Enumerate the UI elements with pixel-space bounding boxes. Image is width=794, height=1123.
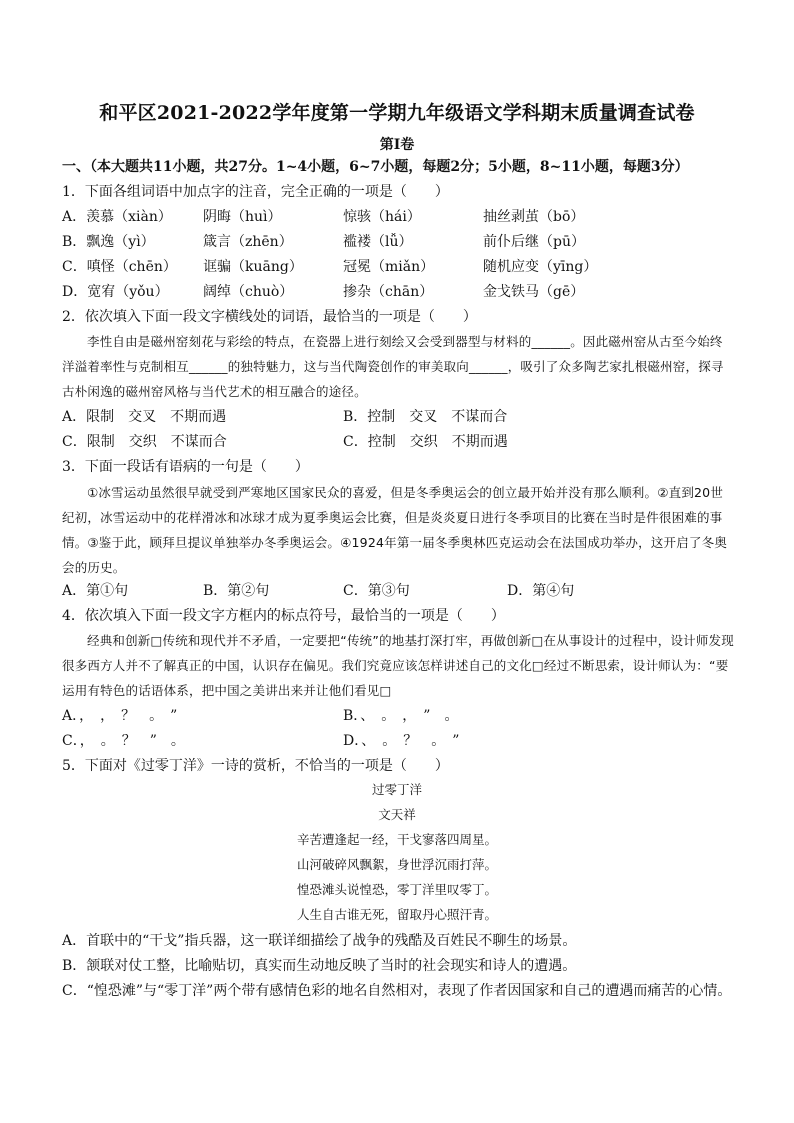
q1-c-2: 诓骗（kuāng） bbox=[203, 259, 303, 275]
q3-passage bbox=[62, 480, 734, 580]
q1-a-3: 惊骇（hái） bbox=[343, 209, 421, 225]
q4-passage-text: 经典和创新□传统和现代并不矛盾，一定要把“传统”的地基打深打牢，再做创新□在从事设计的过程中，设计师发现很多西方人并不了解真正的中国，认识存在偏见。我们究竟应该怎样讲述自己的文化□经过不断思索，设计师认为：“要运用有特色的话语体系，把中国之美讲出来并让他们看见□ bbox=[62, 633, 734, 698]
q2-option-a: A．限制 交叉 不期而遇 bbox=[62, 409, 227, 425]
q3-option-c: C．第③句 bbox=[343, 583, 410, 599]
poem-line: 辛苦遭逢起一经，干戈寥落四周星。 bbox=[296, 832, 497, 847]
poem-line: 人生自古谁无死，留取丹心照汗青。 bbox=[296, 907, 497, 922]
q4-stem: 4．依次填入下面一段文字方框内的标点符号，最恰当的一项是（ ） bbox=[62, 608, 505, 624]
q4-option-a: A．， ， ？ 。 ” bbox=[62, 708, 178, 724]
q1-a-1: A．羡慕（xiàn） bbox=[62, 209, 172, 225]
exam-title: 和平区2021-2022学年度第一学期九年级语文学科期末质量调查试卷 bbox=[99, 102, 695, 124]
poem-title: 过零丁洋 bbox=[371, 782, 422, 797]
q1-b-1: B．飘逸（yì） bbox=[62, 234, 155, 250]
q3-stem: 3．下面一段话有语病的一句是（ ） bbox=[62, 459, 309, 475]
q3-passage-text: ①冰雪运动虽然很早就受到严寒地区国家民众的喜爱，但是冬季奥运会的创立最开始并没有那么顺利。②直到20世纪初，冰雪运动中的花样滑冰和冰球才成为夏季奥运会比赛，但是炎炎夏日进行冬季项目的比赛在当时是件很困难的事情。③鉴于此，顾拜旦提议单独举办冬季奥运会。④1924年第一届冬季奥林匹克运动会在法国成功举办，这开启了冬奥会的历史。 bbox=[62, 485, 728, 575]
poem-line: 惶恐滩头说惶恐，零丁洋里叹零丁。 bbox=[296, 882, 497, 897]
q3-option-a: A．第①句 bbox=[62, 583, 129, 599]
q3-option-b: B．第②句 bbox=[203, 583, 270, 599]
q1-d-1: D．宽宥（yǒu） bbox=[62, 284, 169, 300]
q4-option-d: D．、 。 ？ 。 ” bbox=[343, 733, 460, 749]
q1-d-2: 阔绰（chuò） bbox=[203, 284, 294, 300]
q5-option-c: C．“惶恐滩”与“零丁洋”两个带有感情色彩的地名自然相对，表现了作者因国家和自己的遭遇而痛苦的心情。 bbox=[62, 983, 732, 999]
q2-stem: 2．依次填入下面一段文字横线处的词语，最恰当的一项是（ ） bbox=[62, 309, 477, 325]
q1-c-1: C．嗔怪（chēn） bbox=[62, 259, 177, 275]
q2-passage bbox=[62, 329, 734, 404]
q1-d-4: 金戈铁马（gē） bbox=[483, 284, 585, 300]
q1-stem: 1．下面各组词语中加点字的注音，完全正确的一项是（ ） bbox=[62, 184, 449, 200]
q1-c-4: 随机应变（yīng） bbox=[483, 259, 598, 275]
q5-option-b: B．颔联对仗工整，比喻贴切，真实而生动地反映了当时的社会现实和诗人的遭遇。 bbox=[62, 958, 577, 974]
poem-line: 山河破碎风飘絮，身世浮沉雨打萍。 bbox=[296, 857, 497, 872]
poem-author: 文天祥 bbox=[378, 807, 416, 822]
q2-passage-text: 李性自由是磁州窑刻花与彩绘的特点，在瓷器上进行刻绘又会受到器型与材料的______。因此磁州窑从古至今始终洋溢着率性与克制相互______的独特魅力，这与当代陶瓷创作的审美取向______，吸引了众多陶艺家扎根磁州窑，探寻古朴闲逸的磁州窑风格与当代艺术的相互融合的途径。 bbox=[62, 334, 724, 399]
q1-a-4: 抽丝剥茧（bō） bbox=[483, 209, 585, 225]
section-heading: 一、（本大题共11小题，共27分。1~4小题，6~7小题，每题2分；5小题，8~11小题，每题3分） bbox=[62, 159, 689, 175]
q2-option-d: C．控制 交织 不期而遇 bbox=[343, 434, 508, 450]
q2-option-c: C．限制 交织 不谋而合 bbox=[62, 434, 227, 450]
q1-b-3: 褴褛（lǚ） bbox=[343, 234, 413, 250]
q1-b-2: 箴言（zhēn） bbox=[203, 234, 293, 250]
q4-option-c: C．， 。 ？ ” 。 bbox=[62, 733, 185, 749]
poem bbox=[0, 777, 794, 927]
q5-option-a: A．首联中的“干戈”指兵器，这一联详细描绘了战争的残酷及百姓民不聊生的场景。 bbox=[62, 933, 577, 949]
q1-c-3: 冠冕（miǎn） bbox=[343, 259, 435, 275]
q1-b-4: 前仆后继（pū） bbox=[483, 234, 585, 250]
q1-d-3: 掺杂（chān） bbox=[343, 284, 434, 300]
volume-label: 第Ⅰ卷 bbox=[379, 137, 415, 153]
q3-option-d: D．第④句 bbox=[507, 583, 575, 599]
q4-passage bbox=[62, 628, 734, 703]
q5-stem: 5．下面对《过零丁洋》一诗的赏析，不恰当的一项是（ ） bbox=[62, 758, 449, 774]
q2-option-b: B．控制 交叉 不谋而合 bbox=[343, 409, 508, 425]
q1-a-2: 阴晦（huì） bbox=[203, 209, 282, 225]
q4-option-b: B．、 。 ， ” 。 bbox=[343, 708, 459, 724]
